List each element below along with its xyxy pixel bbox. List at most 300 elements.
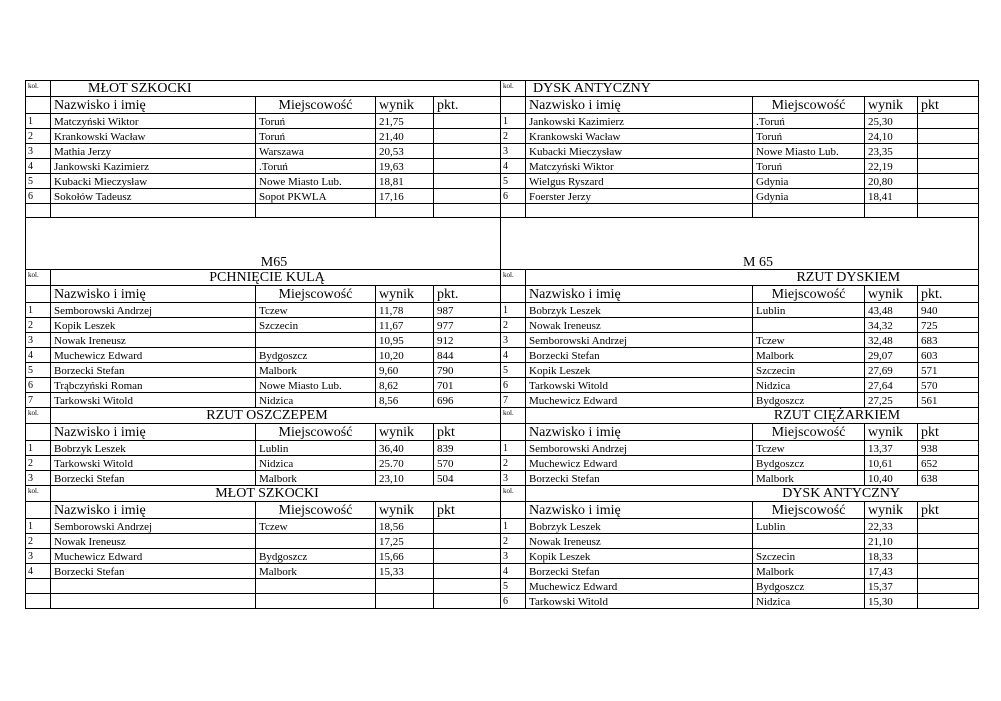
left-place-cell: 3 (26, 144, 51, 159)
left-result-cell: 10,95 (376, 333, 434, 348)
right-event-title: RZUT CIĘŻARKIEM (526, 408, 979, 424)
right-result-cell: 25,30 (865, 114, 918, 129)
result-row (26, 363, 979, 378)
right-athlete-name-cell: Muchewicz Edward (526, 393, 753, 408)
right-place-cell: 5 (501, 363, 526, 378)
left-points-cell: 701 (434, 378, 501, 393)
right-result-cell: 17,43 (865, 564, 918, 579)
left-place-cell: 2 (26, 129, 51, 144)
blank-cell (376, 204, 434, 218)
right-town-cell: Malbork (753, 564, 865, 579)
result-row (26, 471, 979, 486)
right-points-cell (918, 114, 979, 129)
left-town-cell: Malbork (256, 564, 376, 579)
left-result-cell: 9,60 (376, 363, 434, 378)
left-result-cell: 8,62 (376, 378, 434, 393)
right-result-cell: 20,80 (865, 174, 918, 189)
right-town-cell: .Toruń (753, 114, 865, 129)
left-points-cell: 790 (434, 363, 501, 378)
right-result-cell: 22,33 (865, 519, 918, 534)
right-category-label: M 65 (501, 218, 979, 270)
right-header-result: wynik (865, 502, 918, 519)
right-town-cell: Lublin (753, 303, 865, 318)
right-town-cell: Gdynia (753, 189, 865, 204)
right-result-cell: 32,48 (865, 333, 918, 348)
right-header-result: wynik (865, 286, 918, 303)
right-points-cell (918, 564, 979, 579)
right-town-cell (753, 318, 865, 333)
result-row (26, 393, 979, 408)
category-label-row (26, 218, 979, 270)
right-header-name: Nazwisko i imię (526, 502, 753, 519)
left-place-cell: 1 (26, 114, 51, 129)
right-town-cell: Nidzica (753, 594, 865, 609)
right-header-points: pkt (918, 97, 979, 114)
left-result-cell: 18,56 (376, 519, 434, 534)
left-place-cell: 1 (26, 519, 51, 534)
right-header-town: Miejscowość (753, 286, 865, 303)
left-result-cell (376, 594, 434, 609)
left-place-cell (26, 594, 51, 609)
left-points-cell (434, 594, 501, 609)
column-header-row (26, 424, 979, 441)
left-town-cell: Nowe Miasto Lub. (256, 174, 376, 189)
left-kol-label: kol. (26, 486, 51, 502)
right-result-cell: 29,07 (865, 348, 918, 363)
left-place-cell (26, 579, 51, 594)
left-place-cell: 3 (26, 471, 51, 486)
right-header-name: Nazwisko i imię (526, 97, 753, 114)
left-event-title: MŁOT SZKOCKI (51, 81, 501, 97)
results-table (25, 80, 979, 609)
right-athlete-name-cell: Borzecki Stefan (526, 471, 753, 486)
right-result-cell: 10,40 (865, 471, 918, 486)
right-place-cell: 3 (501, 471, 526, 486)
right-header-points: pkt (918, 502, 979, 519)
left-athlete-name-cell: Borzecki Stefan (51, 564, 256, 579)
left-result-cell: 15,33 (376, 564, 434, 579)
left-place-cell: 1 (26, 441, 51, 456)
right-town-cell (753, 534, 865, 549)
left-header-name: Nazwisko i imię (51, 502, 256, 519)
left-header-result: wynik (376, 502, 434, 519)
left-athlete-name-cell: Semborowski Andrzej (51, 303, 256, 318)
left-header-points: pkt. (434, 97, 501, 114)
left-result-cell: 36,40 (376, 441, 434, 456)
left-town-cell (256, 333, 376, 348)
result-row (26, 189, 979, 204)
right-points-cell (918, 594, 979, 609)
left-points-cell (434, 159, 501, 174)
left-header-points: pkt (434, 424, 501, 441)
column-header-row (26, 286, 979, 303)
result-row (26, 378, 979, 393)
right-athlete-name-cell: Wielgus Ryszard (526, 174, 753, 189)
result-row (26, 114, 979, 129)
left-athlete-name-cell: Matczyński Wiktor (51, 114, 256, 129)
left-athlete-name-cell: Jankowski Kazimierz (51, 159, 256, 174)
right-place-cell: 7 (501, 393, 526, 408)
left-points-cell: 570 (434, 456, 501, 471)
right-place-cell: 2 (501, 318, 526, 333)
right-kol-label: kol. (501, 486, 526, 502)
result-row (26, 564, 979, 579)
right-points-cell (918, 129, 979, 144)
left-athlete-name-cell: Kopik Leszek (51, 318, 256, 333)
right-place-cell: 1 (501, 519, 526, 534)
right-town-cell: Malbork (753, 348, 865, 363)
left-place-cell: 2 (26, 318, 51, 333)
left-town-cell: Lublin (256, 441, 376, 456)
right-place-cell: 3 (501, 333, 526, 348)
result-row (26, 519, 979, 534)
left-points-cell: 987 (434, 303, 501, 318)
right-athlete-name-cell: Nowak Ireneusz (526, 534, 753, 549)
left-points-cell (434, 144, 501, 159)
left-athlete-name-cell: Borzecki Stefan (51, 363, 256, 378)
left-athlete-name-cell: Kubacki Mieczysław (51, 174, 256, 189)
right-header-empty (501, 424, 526, 441)
left-kol-label: kol. (26, 270, 51, 286)
right-place-cell: 5 (501, 579, 526, 594)
result-row (26, 549, 979, 564)
right-town-cell: Bydgoszcz (753, 393, 865, 408)
blank-cell (256, 204, 376, 218)
left-town-cell: Sopot PKWLA (256, 189, 376, 204)
left-result-cell: 8,56 (376, 393, 434, 408)
left-town-cell (256, 579, 376, 594)
right-athlete-name-cell: Borzecki Stefan (526, 564, 753, 579)
left-place-cell: 6 (26, 189, 51, 204)
right-result-cell: 13,37 (865, 441, 918, 456)
result-row (26, 303, 979, 318)
result-row (26, 456, 979, 471)
right-points-cell: 652 (918, 456, 979, 471)
left-result-cell: 10,20 (376, 348, 434, 363)
right-town-cell: Bydgoszcz (753, 579, 865, 594)
right-kol-label: kol. (501, 408, 526, 424)
right-result-cell: 21,10 (865, 534, 918, 549)
right-result-cell: 15,37 (865, 579, 918, 594)
result-row (26, 159, 979, 174)
blank-cell (918, 204, 979, 218)
right-result-cell: 10,61 (865, 456, 918, 471)
right-athlete-name-cell: Muchewicz Edward (526, 456, 753, 471)
left-points-cell: 696 (434, 393, 501, 408)
column-header-row (26, 97, 979, 114)
right-place-cell: 6 (501, 189, 526, 204)
left-athlete-name-cell: Krankowski Wacław (51, 129, 256, 144)
right-points-cell: 638 (918, 471, 979, 486)
left-place-cell: 2 (26, 534, 51, 549)
right-header-points: pkt (918, 424, 979, 441)
left-athlete-name-cell: Tarkowski Witold (51, 456, 256, 471)
left-result-cell: 20,53 (376, 144, 434, 159)
left-event-title: RZUT OSZCZEPEM (51, 408, 501, 424)
left-town-cell: Tczew (256, 519, 376, 534)
right-athlete-name-cell: Semborowski Andrzej (526, 333, 753, 348)
result-row (26, 144, 979, 159)
result-row (26, 534, 979, 549)
right-town-cell: Tczew (753, 441, 865, 456)
left-place-cell: 6 (26, 378, 51, 393)
right-place-cell: 2 (501, 534, 526, 549)
left-header-empty (26, 286, 51, 303)
left-town-cell: Nidzica (256, 456, 376, 471)
right-points-cell: 570 (918, 378, 979, 393)
column-header-row (26, 502, 979, 519)
right-town-cell: Toruń (753, 159, 865, 174)
right-header-name: Nazwisko i imię (526, 424, 753, 441)
left-athlete-name-cell: Mathia Jerzy (51, 144, 256, 159)
left-place-cell: 5 (26, 363, 51, 378)
left-points-cell (434, 114, 501, 129)
right-header-result: wynik (865, 424, 918, 441)
right-place-cell: 4 (501, 159, 526, 174)
result-row (26, 174, 979, 189)
right-points-cell: 561 (918, 393, 979, 408)
left-result-cell: 11,78 (376, 303, 434, 318)
left-kol-label: kol. (26, 408, 51, 424)
left-event-title: MŁOT SZKOCKI (51, 486, 501, 502)
left-header-name: Nazwisko i imię (51, 97, 256, 114)
right-place-cell: 3 (501, 144, 526, 159)
right-place-cell: 4 (501, 564, 526, 579)
right-place-cell: 6 (501, 594, 526, 609)
left-points-cell (434, 519, 501, 534)
right-header-town: Miejscowość (753, 502, 865, 519)
left-place-cell: 1 (26, 303, 51, 318)
right-athlete-name-cell: Kopik Leszek (526, 549, 753, 564)
right-athlete-name-cell: Matczyński Wiktor (526, 159, 753, 174)
left-result-cell: 23,10 (376, 471, 434, 486)
result-row (26, 333, 979, 348)
result-row (26, 594, 979, 609)
left-points-cell (434, 549, 501, 564)
left-place-cell: 4 (26, 564, 51, 579)
left-result-cell: 19,63 (376, 159, 434, 174)
left-header-result: wynik (376, 286, 434, 303)
right-place-cell: 1 (501, 303, 526, 318)
left-header-town: Miejscowość (256, 502, 376, 519)
right-points-cell: 683 (918, 333, 979, 348)
left-athlete-name-cell: Trąbczyński Roman (51, 378, 256, 393)
right-points-cell: 940 (918, 303, 979, 318)
left-town-cell: Bydgoszcz (256, 549, 376, 564)
left-town-cell: .Toruń (256, 159, 376, 174)
right-result-cell: 15,30 (865, 594, 918, 609)
right-result-cell: 22,19 (865, 159, 918, 174)
right-result-cell: 23,35 (865, 144, 918, 159)
left-points-cell: 844 (434, 348, 501, 363)
right-points-cell (918, 549, 979, 564)
right-header-name: Nazwisko i imię (526, 286, 753, 303)
right-points-cell: 603 (918, 348, 979, 363)
right-town-cell: Szczecin (753, 549, 865, 564)
right-result-cell: 27,25 (865, 393, 918, 408)
right-header-empty (501, 286, 526, 303)
left-town-cell (256, 534, 376, 549)
left-points-cell (434, 579, 501, 594)
right-event-title: DYSK ANTYCZNY (526, 486, 979, 502)
left-header-result: wynik (376, 97, 434, 114)
left-event-title: PCHNIĘCIE KULĄ (51, 270, 501, 286)
right-athlete-name-cell: Foerster Jerzy (526, 189, 753, 204)
left-athlete-name-cell (51, 594, 256, 609)
right-header-empty (501, 502, 526, 519)
right-points-cell (918, 189, 979, 204)
right-athlete-name-cell: Jankowski Kazimierz (526, 114, 753, 129)
right-result-cell: 27,69 (865, 363, 918, 378)
right-header-empty (501, 97, 526, 114)
right-points-cell (918, 144, 979, 159)
right-result-cell: 43,48 (865, 303, 918, 318)
left-points-cell: 504 (434, 471, 501, 486)
right-event-title: RZUT DYSKIEM (526, 270, 979, 286)
right-athlete-name-cell: Borzecki Stefan (526, 348, 753, 363)
right-points-cell (918, 159, 979, 174)
right-athlete-name-cell: Bobrzyk Leszek (526, 519, 753, 534)
left-result-cell: 18,81 (376, 174, 434, 189)
left-place-cell: 5 (26, 174, 51, 189)
left-result-cell: 11,67 (376, 318, 434, 333)
blank-cell (865, 204, 918, 218)
left-athlete-name-cell: Muchewicz Edward (51, 348, 256, 363)
right-result-cell: 18,33 (865, 549, 918, 564)
left-result-cell: 17,25 (376, 534, 434, 549)
right-result-cell: 24,10 (865, 129, 918, 144)
left-town-cell (256, 594, 376, 609)
left-header-name: Nazwisko i imię (51, 286, 256, 303)
result-row (26, 441, 979, 456)
right-town-cell: Bydgoszcz (753, 456, 865, 471)
right-town-cell: Gdynia (753, 174, 865, 189)
left-result-cell (376, 579, 434, 594)
left-athlete-name-cell: Nowak Ireneusz (51, 534, 256, 549)
left-athlete-name-cell: Tarkowski Witold (51, 393, 256, 408)
left-points-cell (434, 564, 501, 579)
left-town-cell: Nidzica (256, 393, 376, 408)
event-title-row (26, 408, 979, 424)
left-place-cell: 7 (26, 393, 51, 408)
right-points-cell (918, 534, 979, 549)
left-town-cell: Malbork (256, 471, 376, 486)
right-header-town: Miejscowość (753, 424, 865, 441)
left-athlete-name-cell (51, 579, 256, 594)
left-athlete-name-cell: Bobrzyk Leszek (51, 441, 256, 456)
right-result-cell: 18,41 (865, 189, 918, 204)
right-kol-label: kol. (501, 270, 526, 286)
left-points-cell: 912 (434, 333, 501, 348)
left-category-label: M65 (26, 218, 501, 270)
blank-cell (434, 204, 501, 218)
left-place-cell: 4 (26, 159, 51, 174)
left-athlete-name-cell: Muchewicz Edward (51, 549, 256, 564)
left-result-cell: 17,16 (376, 189, 434, 204)
right-athlete-name-cell: Kubacki Mieczysław (526, 144, 753, 159)
right-place-cell: 3 (501, 549, 526, 564)
left-town-cell: Toruń (256, 114, 376, 129)
left-points-cell: 977 (434, 318, 501, 333)
blank-cell (501, 204, 526, 218)
right-athlete-name-cell: Kopik Leszek (526, 363, 753, 378)
left-points-cell (434, 534, 501, 549)
right-town-cell: Tczew (753, 333, 865, 348)
right-place-cell: 4 (501, 348, 526, 363)
right-event-title: DYSK ANTYCZNY (526, 81, 979, 97)
right-header-points: pkt. (918, 286, 979, 303)
right-athlete-name-cell: Tarkowski Witold (526, 378, 753, 393)
left-athlete-name-cell: Nowak Ireneusz (51, 333, 256, 348)
right-town-cell: Szczecin (753, 363, 865, 378)
right-points-cell: 938 (918, 441, 979, 456)
left-header-town: Miejscowość (256, 97, 376, 114)
right-points-cell (918, 579, 979, 594)
right-kol-label: kol. (501, 81, 526, 97)
result-row (26, 348, 979, 363)
left-athlete-name-cell: Sokołów Tadeusz (51, 189, 256, 204)
right-header-result: wynik (865, 97, 918, 114)
blank-cell (753, 204, 865, 218)
event-title-row (26, 81, 979, 97)
result-row (26, 129, 979, 144)
left-header-points: pkt. (434, 286, 501, 303)
right-town-cell: Toruń (753, 129, 865, 144)
left-header-name: Nazwisko i imię (51, 424, 256, 441)
right-place-cell: 1 (501, 441, 526, 456)
right-place-cell: 5 (501, 174, 526, 189)
left-place-cell: 3 (26, 333, 51, 348)
left-place-cell: 3 (26, 549, 51, 564)
blank-cell (526, 204, 753, 218)
left-town-cell: Warszawa (256, 144, 376, 159)
right-athlete-name-cell: Tarkowski Witold (526, 594, 753, 609)
right-result-cell: 34,32 (865, 318, 918, 333)
left-header-empty (26, 502, 51, 519)
right-athlete-name-cell: Krankowski Wacław (526, 129, 753, 144)
left-athlete-name-cell: Semborowski Andrzej (51, 519, 256, 534)
left-points-cell (434, 189, 501, 204)
right-points-cell: 725 (918, 318, 979, 333)
right-town-cell: Nowe Miasto Lub. (753, 144, 865, 159)
right-points-cell: 571 (918, 363, 979, 378)
result-row (26, 579, 979, 594)
result-row (26, 318, 979, 333)
left-athlete-name-cell: Borzecki Stefan (51, 471, 256, 486)
right-place-cell: 2 (501, 456, 526, 471)
event-title-row (26, 486, 979, 502)
left-result-cell: 21,40 (376, 129, 434, 144)
left-town-cell: Szczecin (256, 318, 376, 333)
left-points-cell (434, 129, 501, 144)
left-place-cell: 2 (26, 456, 51, 471)
event-title-row (26, 270, 979, 286)
left-result-cell: 15,66 (376, 549, 434, 564)
left-town-cell: Tczew (256, 303, 376, 318)
left-header-points: pkt (434, 502, 501, 519)
right-place-cell: 2 (501, 129, 526, 144)
left-place-cell: 4 (26, 348, 51, 363)
right-town-cell: Nidzica (753, 378, 865, 393)
left-header-town: Miejscowość (256, 424, 376, 441)
blank-cell (26, 204, 51, 218)
right-points-cell (918, 174, 979, 189)
left-town-cell: Toruń (256, 129, 376, 144)
left-kol-label: kol. (26, 81, 51, 97)
left-town-cell: Malbork (256, 363, 376, 378)
left-town-cell: Nowe Miasto Lub. (256, 378, 376, 393)
right-athlete-name-cell: Nowak Ireneusz (526, 318, 753, 333)
